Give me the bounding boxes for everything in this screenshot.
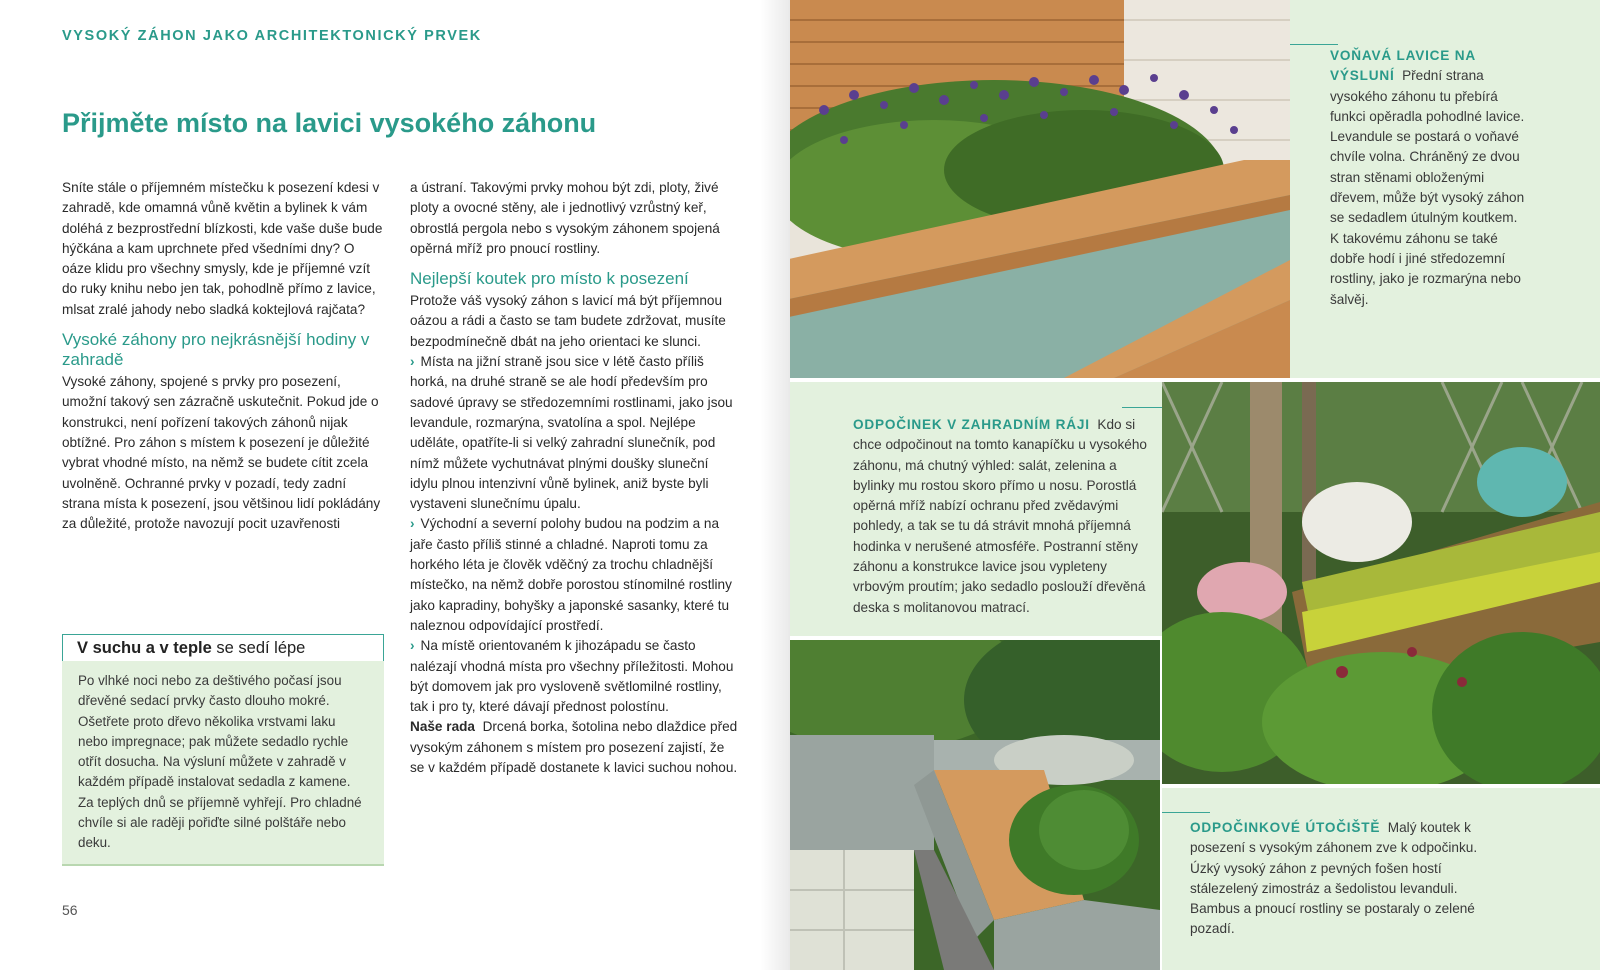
text-column-1 xyxy=(62,178,387,534)
caption-3 xyxy=(1190,818,1500,940)
bullet-marker: › xyxy=(410,638,415,654)
bullet-marker: › xyxy=(410,354,415,370)
bullet-southwest: › Na místě orientovaném k jihozápadu se často nalézají vhodná místa pro všechny příležitosti. Mohou být domovem jak pro vysloveně světlomilné rostliny, tak i pro ty, které dávají přednost polostínu. xyxy=(410,638,734,715)
caption-1-text: Přední strana vysokého záhonu tu přebírá funkci opěradla pohodlné lavice. Levandule se postará o voňavé chvíle volna. Chráněný ze dvou stran stěnami obloženými dřevem, může být vysoký záhon se sedadlem útulným koutkem. K takovému záhonu se také dobře hodí i jiné středozemní rostliny, jako je rozmarýna nebo šalvěj. xyxy=(1330,68,1525,307)
tip-box xyxy=(62,634,384,866)
boxwood-retreat-illustration xyxy=(790,640,1160,970)
caption-1 xyxy=(1330,46,1525,310)
bullet-marker: › xyxy=(410,516,415,532)
caption-2-label: ODPOČINEK V ZAHRADNÍM RÁJI xyxy=(853,417,1090,432)
paragraph-orientation: Protože váš vysoký záhon s lavicí má být příjemnou oázou a rádi a často se tam budete zdržovat, musíte bezpodmínečně dbát na jeho orientaci ke slunci. xyxy=(410,293,726,349)
caption-3-label: ODPOČINKOVÉ ÚTOČIŠTĚ xyxy=(1190,820,1381,835)
caption-2-text: Kdo si chce odpočinout na tomto kanapíčku u vysokého záhonu, má chutný výhled: salát, zelenina a bylinky mu rostou skoro přímo u nosu. Porostlá opěrná mříž nabízí ochranu před zvědavými pohledy, a tak se tu dá strávit mnohá příjemná hodinka v nerušené atmosféře. Postranní stěny záhonu a konstrukce lavice jsou vypleteny vrbovým proutím; jako sedadlo poslouží dřevěná deska s molitanovou matrací. xyxy=(853,417,1147,615)
subheading-1: Vysoké záhony pro nejkrásnější hodiny v zahradě xyxy=(62,330,370,370)
tip-box-title: V suchu a v teple se sedí lépe xyxy=(62,634,384,663)
page-title: Přijměte místo na lavici vysokého záhonu xyxy=(62,108,597,138)
bullet-east-north: › Východní a severní polohy budou na podzim a na jaře často příliš stinné a chladné. Naproti tomu za horkého léta je člověk vděčný za trochu chladnější místečko, na němž dobře porostou stínomilné rostliny jako kapradiny, bohyšky a japonské sasanky, které tu naleznou odpovídající prostředí. xyxy=(410,516,732,633)
photo-lavender-bench xyxy=(790,0,1290,378)
paragraph-continued: a ústraní. Takovými prvky mohou být zdi, ploty, živé ploty a ovocné stěny, ale i jednotlivý vzrůstný keř, obrostlá pergola nebo s vysokým záhonem spojená opěrná mříž pro pnoucí rostliny. xyxy=(410,180,720,256)
photo-garden-sofa xyxy=(1162,382,1600,784)
caption-rule-2 xyxy=(1122,407,1162,408)
paragraph-2: Vysoké záhony, spojené s prvky pro posezení, umožní takový sen zázračně uskutečnit. Pokud jde o konstrukci, není pořízení takových záhonů nijak obtížné. Pro záhon s místem k posezení je důležité vybrat vhodné místo, na němž se budete cítit zcela uvolněně. Ochranné prvky v pozadí, tedy zadní strana místa k posezení, jsou většinou lidí pokládány za důležité, protože navozují pocit uzavřenosti xyxy=(62,374,381,532)
advice-paragraph: Naše rada Drcená borka, šotolina nebo dlaždice před vysokým záhonem s místem pro posezení zajistí, že se v každém případě dostanete k lavici suchou nohou. xyxy=(410,719,738,776)
intro-paragraph: Sníte stále o příjemném místečku k posezení kdesi v zahradě, kde omamná vůně květin a bylinek k vám doléhá z bezprostřední blízkosti, kde vaše duše bude hýčkána a kam uprchnete před všedními dny? O oáze klidu pro všechny smysly, kde je příjemné vzít do ruky knihu nebo jen tak, pohodlně přímo z lavice, mlsat zralé jahody nebo sladká koktejlová rajčata? xyxy=(62,180,383,317)
subheading-2: Nejlepší koutek pro místo k posezení xyxy=(410,269,689,289)
left-page xyxy=(0,0,790,970)
bullet-south: › Místa na jižní straně jsou sice v létě často příliš horká, na druhé straně se ale hodí především pro sadové úpravy se středozemními rostlinami, jako jsou levandule, rozmarýna, svatolína a spol. Nejlépe uděláte, opatříte-li si velký zahradní slunečník, pod nímž můžete vychutnávat plnými doušky sluneční idylu plnou intenzivní vůně bylinek, aniž byste byli vystaveni slunečnímu úpalu. xyxy=(410,354,733,512)
photo-boxwood-retreat xyxy=(790,640,1160,970)
caption-2 xyxy=(853,415,1153,618)
running-head: VYSOKÝ ZÁHON JAKO ARCHITEKTONICKÝ PRVEK xyxy=(62,28,482,44)
tip-box-body: Po vlhké noci nebo za deštivého počasí jsou dřevěné sedací prvky často dlouho mokré. Ošetřete proto dřevo několika vrstvami laku nebo impregnace; pak můžete sedadlo rychle otřít dosucha. Na výsluní můžete v zahradě v každém případě instalovat sedadla z kamene. Za teplých dnů se příjemně vyhřejí. Pro chladné chvíle si ale raději pořiďte silné polštáře nebo deku. xyxy=(62,661,384,866)
advice-label: Naše rada xyxy=(410,719,475,735)
lavender-bench-illustration xyxy=(790,0,1290,378)
caption-3-text: Malý koutek k posezení s vysokým záhonem zve k odpočinku. Úzký vysoký záhon z pevných fošen hostí stálezelený zimostráz a šedolistou levanduli. Bambus a pnoucí rostliny se postaraly o zelené pozadí. xyxy=(1190,820,1478,937)
caption-rule-1 xyxy=(1290,44,1338,45)
garden-sofa-illustration xyxy=(1162,382,1600,784)
text-column-2 xyxy=(410,178,740,778)
caption-1-label: VOŇAVÁ LAVICE NA VÝSLUNÍ xyxy=(1330,48,1476,84)
right-page xyxy=(790,0,1600,970)
caption-rule-3 xyxy=(1162,812,1210,813)
page-number: 56 xyxy=(62,902,78,918)
